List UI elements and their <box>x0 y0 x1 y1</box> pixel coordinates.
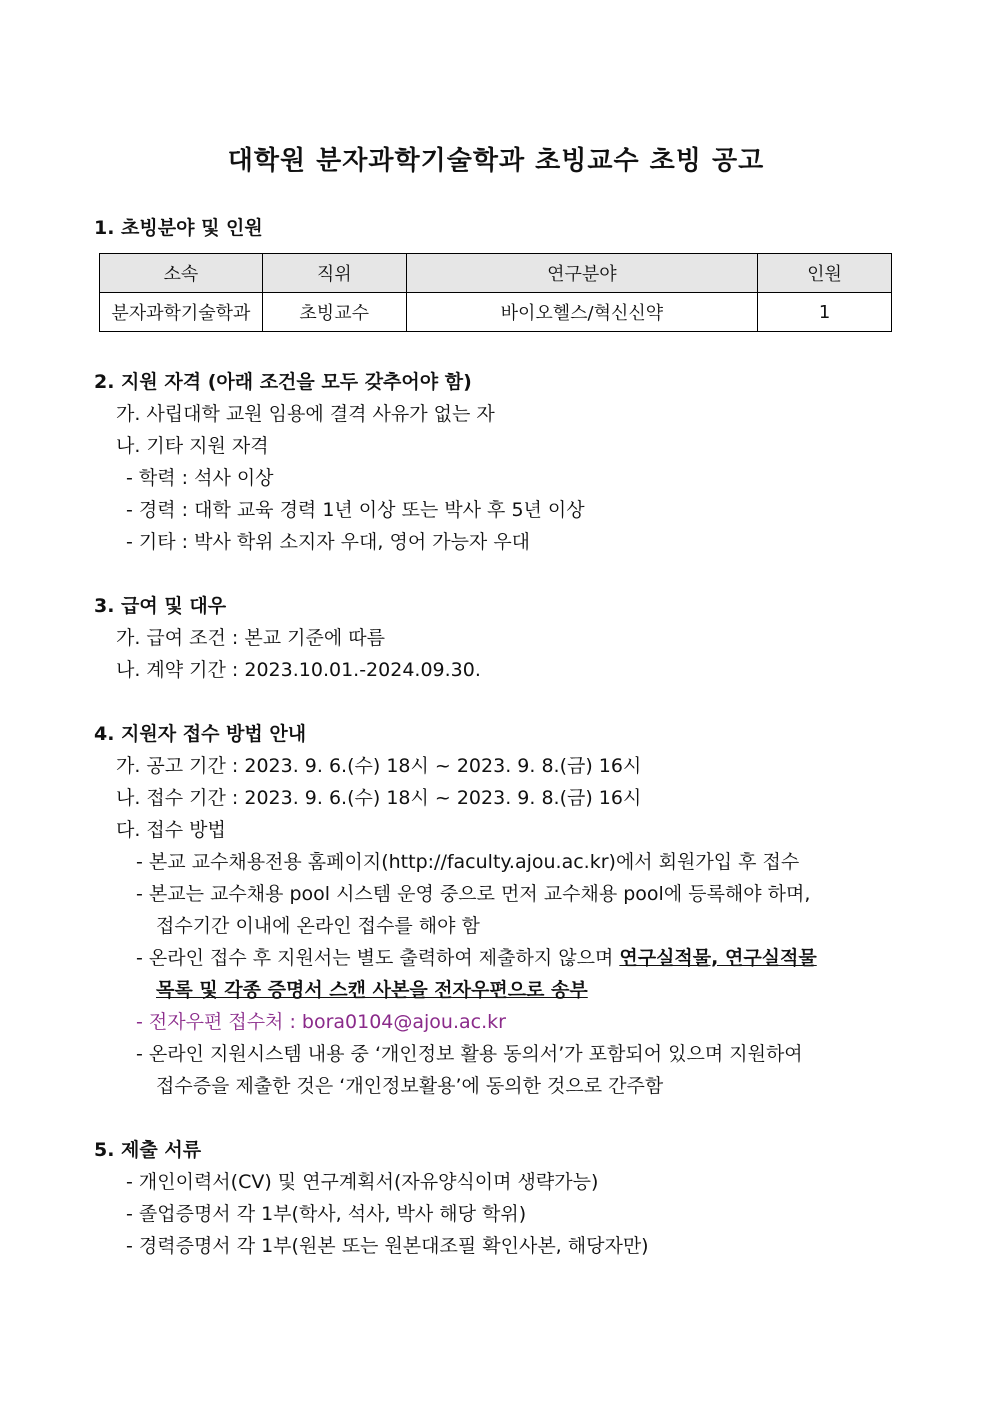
table-cell: 초빙교수 <box>262 293 406 332</box>
section2-sub-other: - 기타 : 박사 학위 소지자 우대, 영어 가능자 우대 <box>126 531 531 553</box>
table-header-cell: 직위 <box>262 254 406 293</box>
table-cell: 분자과학기술학과 <box>100 293 263 332</box>
submission-emphasis-text: 연구실적물, 연구실적물 <box>619 947 817 969</box>
table-header-cell: 연구분야 <box>406 254 758 293</box>
table-header-row <box>100 254 892 293</box>
section4-bullet-submission <box>136 944 817 972</box>
table-cell: 1 <box>758 293 892 332</box>
section3-heading: 3. 급여 및 대우 <box>94 595 227 617</box>
section2-item-ga: 가. 사립대학 교원 임용에 결격 사유가 없는 자 <box>116 403 495 425</box>
submission-emphasis-text-cont: 목록 및 각종 증명서 스캔 사본을 전자우편으로 송부 <box>156 979 588 1001</box>
section4-item-da: 다. 접수 방법 <box>116 819 226 841</box>
table-header-cell: 인원 <box>758 254 892 293</box>
section2-sub-career: - 경력 : 대학 교육 경력 1년 이상 또는 박사 후 5년 이상 <box>126 499 585 521</box>
submission-plain-text: - 온라인 접수 후 지원서는 별도 출력하여 제출하지 않으며 <box>136 947 620 969</box>
section2-heading: 2. 지원 자격 (아래 조건을 모두 갖추어야 함) <box>94 371 472 393</box>
section4-bullet-pool-cont: 접수기간 이내에 온라인 접수를 해야 함 <box>156 915 480 937</box>
table-header-cell: 소속 <box>100 254 263 293</box>
table-row <box>100 293 892 332</box>
section2-sub-education: - 학력 : 석사 이상 <box>126 467 274 489</box>
section5-item-graduation: - 졸업증명서 각 1부(학사, 석사, 박사 해당 학위) <box>126 1203 527 1225</box>
section4-bullet-email: - 전자우편 접수처 : bora0104@ajou.ac.kr <box>136 1011 506 1033</box>
section4-bullet-privacy-cont: 접수증을 제출한 것은 ‘개인정보활용’에 동의한 것으로 간주함 <box>156 1075 664 1097</box>
section5-item-career: - 경력증명서 각 1부(원본 또는 원본대조필 확인사본, 해당자만) <box>126 1235 649 1257</box>
section3-item-ga: 가. 급여 조건 : 본교 기준에 따름 <box>116 627 385 649</box>
section4-bullet-privacy: - 온라인 지원시스템 내용 중 ‘개인정보 활용 동의서’가 포함되어 있으며 지원하여 <box>136 1043 803 1065</box>
section1-heading: 1. 초빙분야 및 인원 <box>94 217 263 239</box>
section4-item-na: 나. 접수 기간 : 2023. 9. 6.(수) 18시 ~ 2023. 9. 8.(금) 16시 <box>116 787 642 809</box>
section4-item-ga: 가. 공고 기간 : 2023. 9. 6.(수) 18시 ~ 2023. 9. 8.(금) 16시 <box>116 755 642 777</box>
recruit-table <box>99 253 892 332</box>
section4-bullet-homepage: - 본교 교수채용전용 홈페이지(http://faculty.ajou.ac.kr)에서 회원가입 후 접수 <box>136 851 800 873</box>
page-title: 대학원 분자과학기술학과 초빙교수 초빙 공고 <box>227 146 765 176</box>
section4-bullet-pool: - 본교는 교수채용 pool 시스템 운영 중으로 먼저 교수채용 pool에 등록해야 하며, <box>136 883 811 905</box>
section3-item-na: 나. 계약 기간 : 2023.10.01.-2024.09.30. <box>116 659 481 681</box>
section5-item-cv: - 개인이력서(CV) 및 연구계획서(자유양식이며 생략가능) <box>126 1171 599 1193</box>
section5-heading: 5. 제출 서류 <box>94 1139 202 1161</box>
section2-item-na: 나. 기타 지원 자격 <box>116 435 269 457</box>
table-cell: 바이오헬스/혁신신약 <box>406 293 758 332</box>
section4-heading: 4. 지원자 접수 방법 안내 <box>94 723 307 745</box>
